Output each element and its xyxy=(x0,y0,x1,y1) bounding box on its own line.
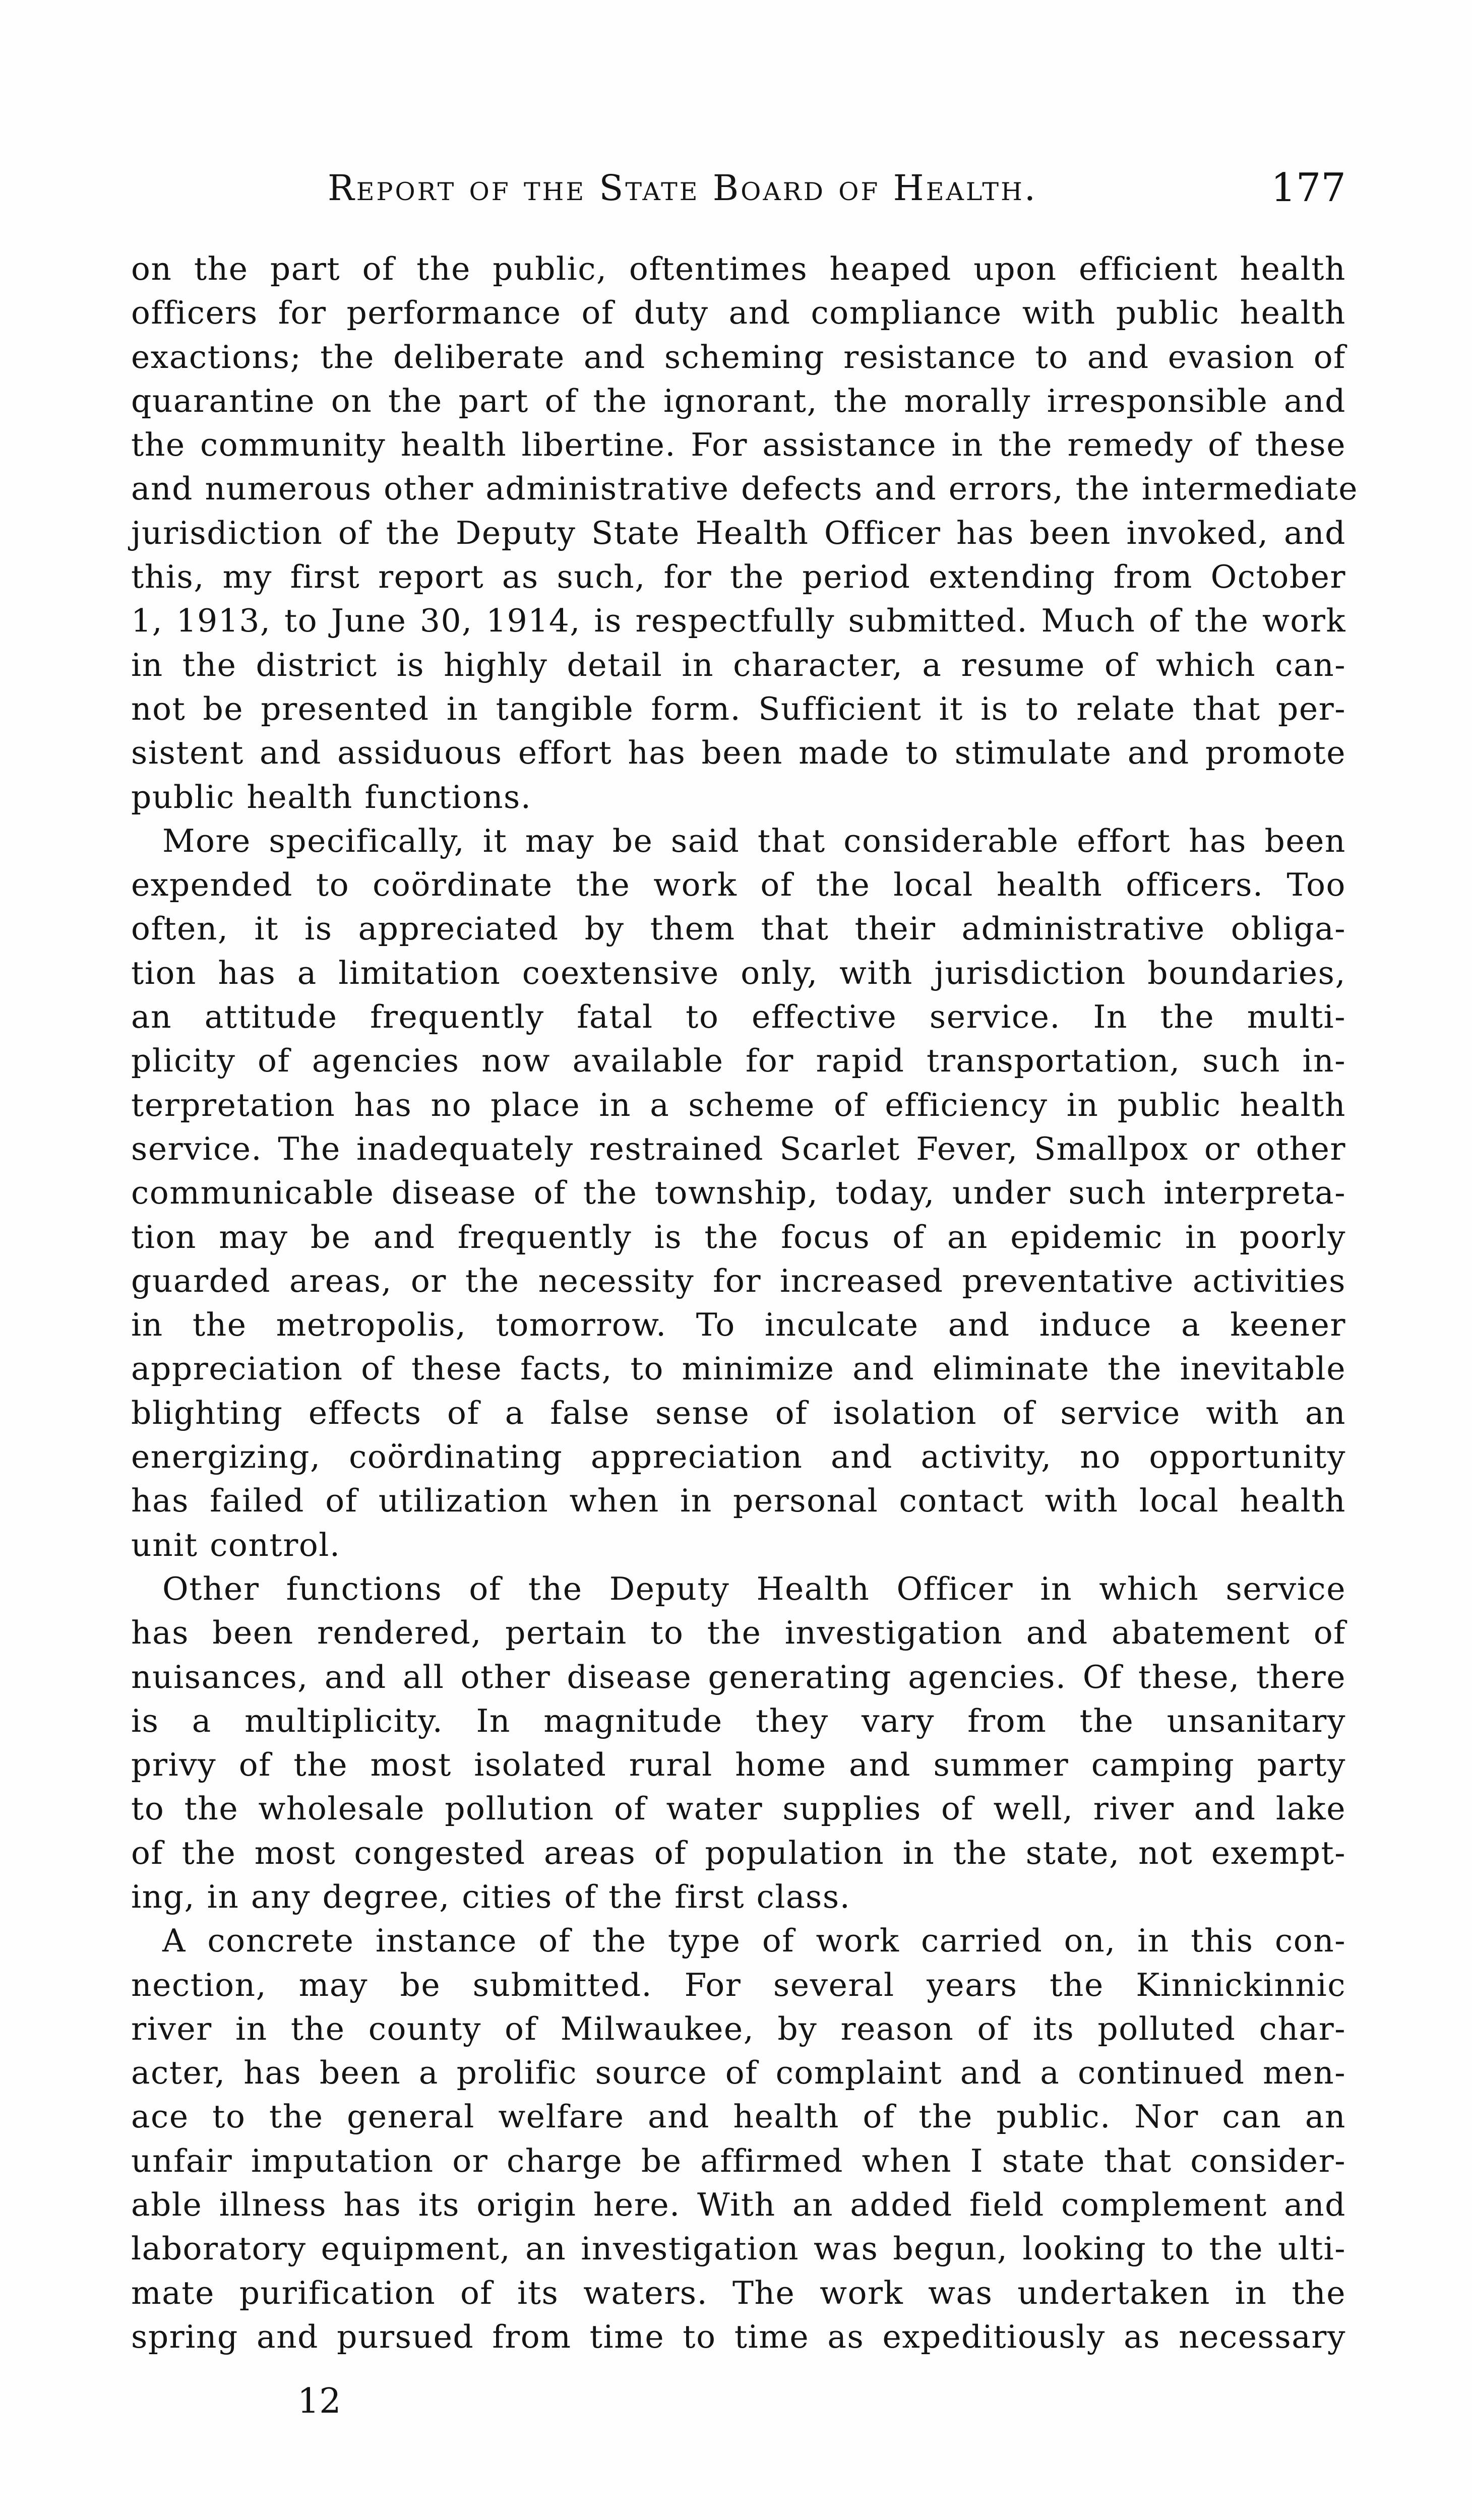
running-header xyxy=(328,160,1346,216)
body-text xyxy=(131,247,1358,2394)
running-title: Report of the State Board of Health. xyxy=(328,167,1038,209)
text-line: unit control. xyxy=(131,1526,341,1563)
text-line: guarded areas, or the necessity for increased preventative activities xyxy=(131,1262,1346,1299)
text-line: public health functions. xyxy=(131,778,532,815)
text-line: plicity of agencies now available for rapid transportation, such in- xyxy=(131,1042,1346,1080)
text-line: 1, 1913, to June 30, 1914, is respectfully submitted. Much of the work xyxy=(131,602,1346,640)
text-line: nuisances, and all other disease generating agencies. Of these, there xyxy=(131,1658,1346,1695)
text-line: unfair imputation or charge be affirmed when I state that consider- xyxy=(131,2142,1346,2179)
text-line: this, my first report as such, for the period extending from October xyxy=(131,558,1346,596)
text-line: privy of the most isolated rural home and summer camping party xyxy=(131,1746,1346,1784)
text-line: energizing, coördinating appreciation and activity, no opportunity xyxy=(131,1438,1346,1476)
text-line: officers for performance of duty and compliance with public health xyxy=(131,294,1346,332)
text-line: tion may be and frequently is the focus of an epidemic in poorly xyxy=(131,1218,1346,1255)
text-line: More specifically, it may be said that considerable effort has been xyxy=(162,822,1346,859)
text-line: ing, in any degree, cities of the first class. xyxy=(131,1878,851,1915)
text-line: terpretation has no place in a scheme of efficiency in public health xyxy=(131,1086,1346,1123)
text-line: appreciation of these facts, to minimize and eliminate the inevitable xyxy=(131,1350,1346,1388)
text-line: exactions; the deliberate and scheming resistance to and evasion of xyxy=(131,338,1346,375)
text-line: an attitude frequently fatal to effective service. In the multi- xyxy=(131,998,1346,1036)
text-line: ace to the general welfare and health of the public. Nor can an xyxy=(131,2098,1346,2135)
text-line: communicable disease of the township, today, under such interpreta- xyxy=(131,1174,1346,1212)
text-line: sistent and assiduous effort has been made to stimulate and promote xyxy=(131,734,1346,772)
text-line: and numerous other administrative defects and errors, the intermediate xyxy=(131,470,1358,508)
text-line: nection, may be submitted. For several years the Kinnickinnic xyxy=(131,1966,1346,2003)
text-line: Other functions of the Deputy Health Officer in which service xyxy=(162,1570,1346,1607)
text-line: not be presented in tangible form. Sufficient it is to relate that per- xyxy=(131,690,1346,727)
text-line: has been rendered, pertain to the investigation and abatement of xyxy=(131,1614,1346,1652)
text-line: tion has a limitation coextensive only, with jurisdiction boundaries, xyxy=(131,954,1346,991)
text-line: on the part of the public, oftentimes heaped upon efficient health xyxy=(131,250,1346,287)
text-line: jurisdiction of the Deputy State Health Officer has been invoked, and xyxy=(131,514,1346,551)
text-line: in the district is highly detail in character, a resume of which can- xyxy=(131,646,1346,683)
text-line: is a multiplicity. In magnitude they vary from the unsanitary xyxy=(131,1702,1346,1739)
text-line: often, it is appreciated by them that their administrative obliga- xyxy=(131,910,1346,948)
text-line: mate purification of its waters. The work was undertaken in the xyxy=(131,2274,1346,2311)
text-line: expended to coördinate the work of the local health officers. Too xyxy=(131,866,1346,904)
page-number: 177 xyxy=(1271,165,1346,211)
text-line: able illness has its origin here. With an added field complement and xyxy=(131,2186,1346,2224)
signature-mark: 12 xyxy=(297,2381,341,2421)
text-line: laboratory equipment, an investigation was begun, looking to the ulti- xyxy=(131,2230,1346,2267)
text-line: blighting effects of a false sense of isolation of service with an xyxy=(131,1394,1346,1431)
text-line: acter, has been a prolific source of complaint and a continued men- xyxy=(131,2054,1346,2092)
text-line: quarantine on the part of the ignorant, the morally irresponsible and xyxy=(131,382,1346,419)
text-line: has failed of utilization when in personal contact with local health xyxy=(131,1482,1346,1520)
text-line: in the metropolis, tomorrow. To inculcate and induce a keener xyxy=(131,1306,1346,1344)
text-line: spring and pursued from time to time as expeditiously as necessary xyxy=(131,2318,1346,2355)
text-line: A concrete instance of the type of work carried on, in this con- xyxy=(162,1922,1346,1960)
text-line: to the wholesale pollution of water supplies of well, river and lake xyxy=(131,1790,1346,1828)
text-line: the community health libertine. For assistance in the remedy of these xyxy=(131,426,1346,464)
text-line: of the most congested areas of population in the state, not exempt- xyxy=(131,1834,1346,1871)
text-line: river in the county of Milwaukee, by reason of its polluted char- xyxy=(131,2010,1346,2047)
text-line: service. The inadequately restrained Scarlet Fever, Smallpox or other xyxy=(131,1130,1346,1167)
